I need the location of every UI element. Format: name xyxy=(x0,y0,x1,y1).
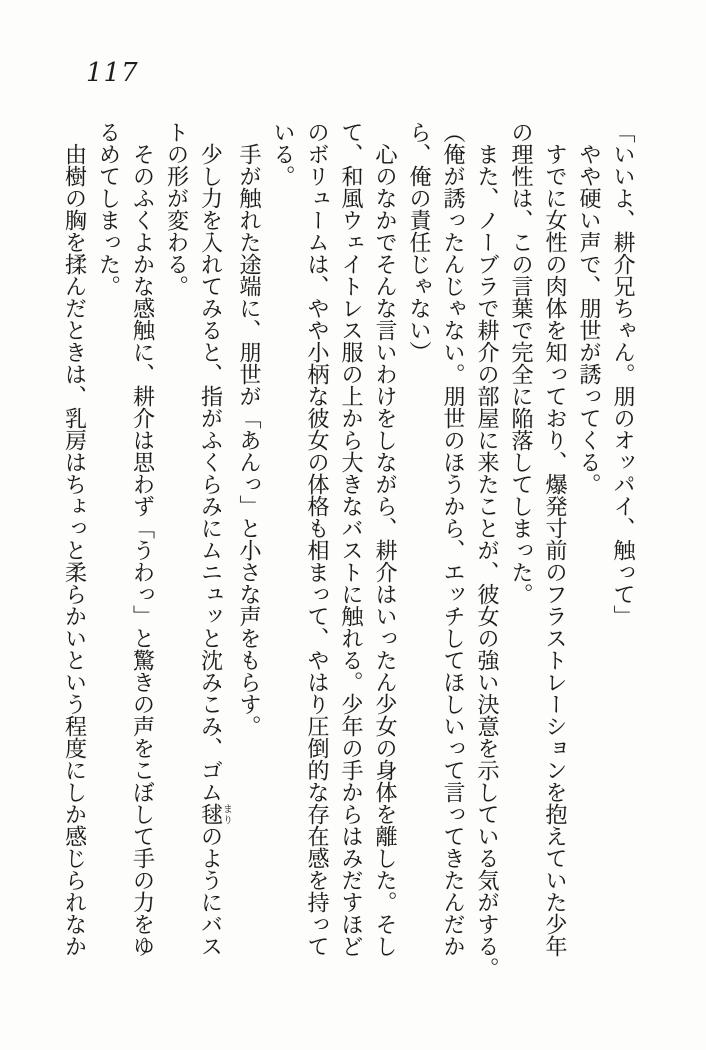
text-column: 「いいよ、耕介兄ちゃん。朋のオッパイ、触って」 xyxy=(610,121,635,627)
text-column: トの形が変わる。 xyxy=(163,121,189,297)
text-column: の理性は、この言葉で完全に陥落してしまった。 xyxy=(508,121,533,605)
text-column: 由樹の胸を揉んだときは、乳房はちょっと柔らかいという程度にしか感じられなか xyxy=(61,143,87,957)
text-column: （俺が誘ったんじゃない。朋世のほうから、エッチしてほしいって言ってきたんだか xyxy=(440,121,465,957)
text-column: やや硬い声で、朋世が誘ってくる。 xyxy=(576,143,601,495)
text-column: るめてしまった。 xyxy=(95,121,121,297)
text-column: て、和風ウェイトレス服の上から大きなバストに触れる。少年の手からはみだすほど xyxy=(338,121,363,957)
text-block xyxy=(57,121,640,979)
text-column: 心のなかでそんな言いわけをしながら、耕介はいったん少女の身体を離した。そし xyxy=(372,143,397,957)
furigana: 毬まり xyxy=(197,803,232,825)
text-column: また、ノーブラで耕介の部屋に来たことが、彼女の強い決意を示している気がする。 xyxy=(474,143,499,979)
text-column: 少し力を入れてみると、指がふくらみにムニュッと沈みこみ、ゴム毬まりのようにバス xyxy=(197,143,232,957)
text-column: そのふくよかな感触に、耕介は思わず「うわっ」と驚きの声をこぼして手の力をゆ xyxy=(129,143,155,957)
text-column: ら、俺の責任じゃない） xyxy=(406,121,431,363)
page-number: 117 xyxy=(86,58,139,88)
text-column: のボリュームは、やや小柄な彼女の体格も相まって、やはり圧倒的な存在感を持って xyxy=(304,121,329,957)
text-column: いる。 xyxy=(270,121,295,187)
text-column: すでに女性の肉体を知っており、爆発寸前のフラストレーションを抱えていた少年 xyxy=(542,143,567,957)
text-column: 手が触れた途端に、朋世が「あんっ」と小さな声をもらす。 xyxy=(236,143,261,737)
